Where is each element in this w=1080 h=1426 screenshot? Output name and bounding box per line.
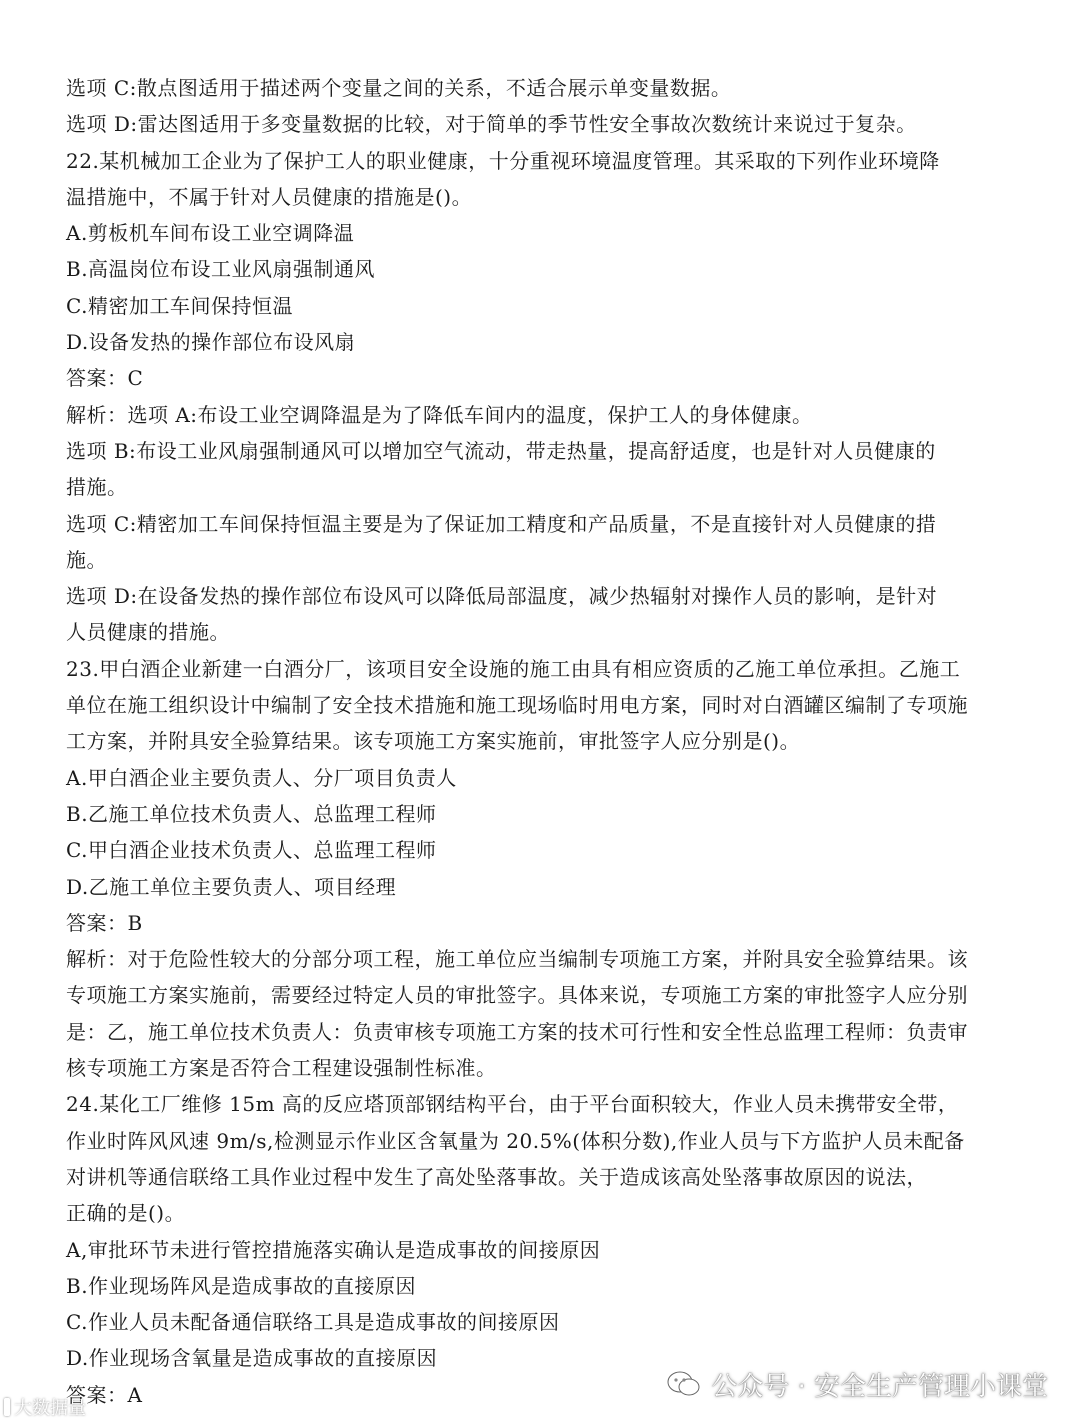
text-line: A.剪板机车间布设工业空调降温 — [66, 221, 355, 246]
text-line: 温措施中，不属于针对人员健康的措施是()。 — [66, 184, 473, 209]
text-line: 专项施工方案实施前，需要经过特定人员的审批签字。具体来说，专项施工方案的审批签字人应分别 — [66, 983, 968, 1008]
text-line: B.作业现场阵风是造成事故的直接原因 — [66, 1273, 417, 1298]
text-line: 23.甲白酒企业新建一白酒分厂，该项目安全设施的施工由具有相应资质的乙施工单位承担。乙施工 — [66, 656, 961, 681]
text-line: 24.某化工厂维修 15m 高的反应塔顶部钢结构平台，由于平台面积较大，作业人员未携带安全带， — [66, 1092, 959, 1117]
corner-watermark-text: 大数据量 — [14, 1398, 86, 1419]
text-line: 对讲机等通信联络工具作业过程中发生了高处坠落事故。关于造成该高处坠落事故原因的说法， — [66, 1164, 927, 1189]
text-line: C.甲白酒企业技术负责人、总监理工程师 — [66, 838, 437, 863]
text-line: 单位在施工组织设计中编制了安全技术措施和施工现场临时用电方案，同时对白酒罐区编制了专项施 — [66, 693, 968, 718]
text-line: 核专项施工方案是否符合工程建设强制性标准。 — [66, 1056, 497, 1081]
text-line: A.甲白酒企业主要负责人、分厂项目负责人 — [66, 765, 457, 790]
text-line: 选项 D:雷达图适用于多变量数据的比较，对于简单的季节性安全事故次数统计来说过于复杂。 — [66, 112, 917, 137]
text-line: 施。 — [66, 547, 107, 572]
text-line: 选项 B:布设工业风扇强制通风可以增加空气流动，带走热量，提高舒适度，也是针对人员健康的 — [66, 438, 936, 463]
text-line: 解析：选项 A:布设工业空调降温是为了降低车间内的温度，保护工人的身体健康。 — [66, 402, 813, 427]
text-line: 作业时阵风风速 9m/s,检测显示作业区含氧量为 20.5%(体积分数),作业人员与下方监护人员未配备 — [66, 1128, 965, 1153]
text-line: 是：乙，施工单位技术负责人：负责审核专项施工方案的技术可行性和安全性总监理工程师：负责审 — [66, 1019, 968, 1044]
text-line: 选项 C:散点图适用于描述两个变量之间的关系，不适合展示单变量数据。 — [66, 76, 732, 100]
text-line: B.高温岗位布设工业风扇强制通风 — [66, 257, 376, 282]
text-line: 人员健康的措施。 — [66, 620, 230, 645]
document-body — [66, 70, 1026, 1413]
text-line: C.作业人员未配备通信联络工具是造成事故的间接原因 — [66, 1310, 560, 1335]
channel-watermark — [667, 1362, 1048, 1406]
text-line: 措施。 — [66, 475, 128, 500]
text-line: A,审批环节未进行管控措施落实确认是造成事故的间接原因 — [66, 1237, 601, 1262]
text-line: 22.某机械加工企业为了保护工人的职业健康，十分重视环境温度管理。其采取的下列作业环境降 — [66, 148, 940, 173]
corner-mark-icon — [4, 1398, 10, 1416]
text-line: 工方案，并附具安全验算结果。该专项施工方案实施前，审批签字人应分别是()。 — [66, 729, 801, 754]
text-line: C.精密加工车间保持恒温 — [66, 293, 293, 318]
text-line: 选项 C:精密加工车间保持恒温主要是为了保证加工精度和产品质量，不是直接针对人员健康的措 — [66, 511, 937, 536]
wechat-icon — [667, 1370, 701, 1398]
corner-watermark — [4, 1394, 86, 1420]
text-line: 选项 D:在设备发热的操作部位布设风可以降低局部温度，减少热辐射对操作人员的影响，是针对 — [66, 584, 938, 609]
text-line: D.作业现场含氧量是造成事故的直接原因 — [66, 1346, 438, 1371]
text-line: B.乙施工单位技术负责人、总监理工程师 — [66, 801, 437, 826]
text-line: D.乙施工单位主要负责人、项目经理 — [66, 874, 397, 899]
text-line: 答案：B — [66, 910, 143, 935]
channel-watermark-text: 公众号 · 安全生产管理小课堂 — [711, 1371, 1048, 1402]
text-line: 答案：C — [66, 366, 144, 391]
text-line: 正确的是()。 — [66, 1201, 186, 1226]
text-line: 解析：对于危险性较大的分部分项工程，施工单位应当编制专项施工方案，并附具安全验算结果。该 — [66, 947, 968, 972]
text-line: 答案：A — [66, 1382, 143, 1407]
text-line: D.设备发热的操作部位布设风扇 — [66, 330, 356, 355]
